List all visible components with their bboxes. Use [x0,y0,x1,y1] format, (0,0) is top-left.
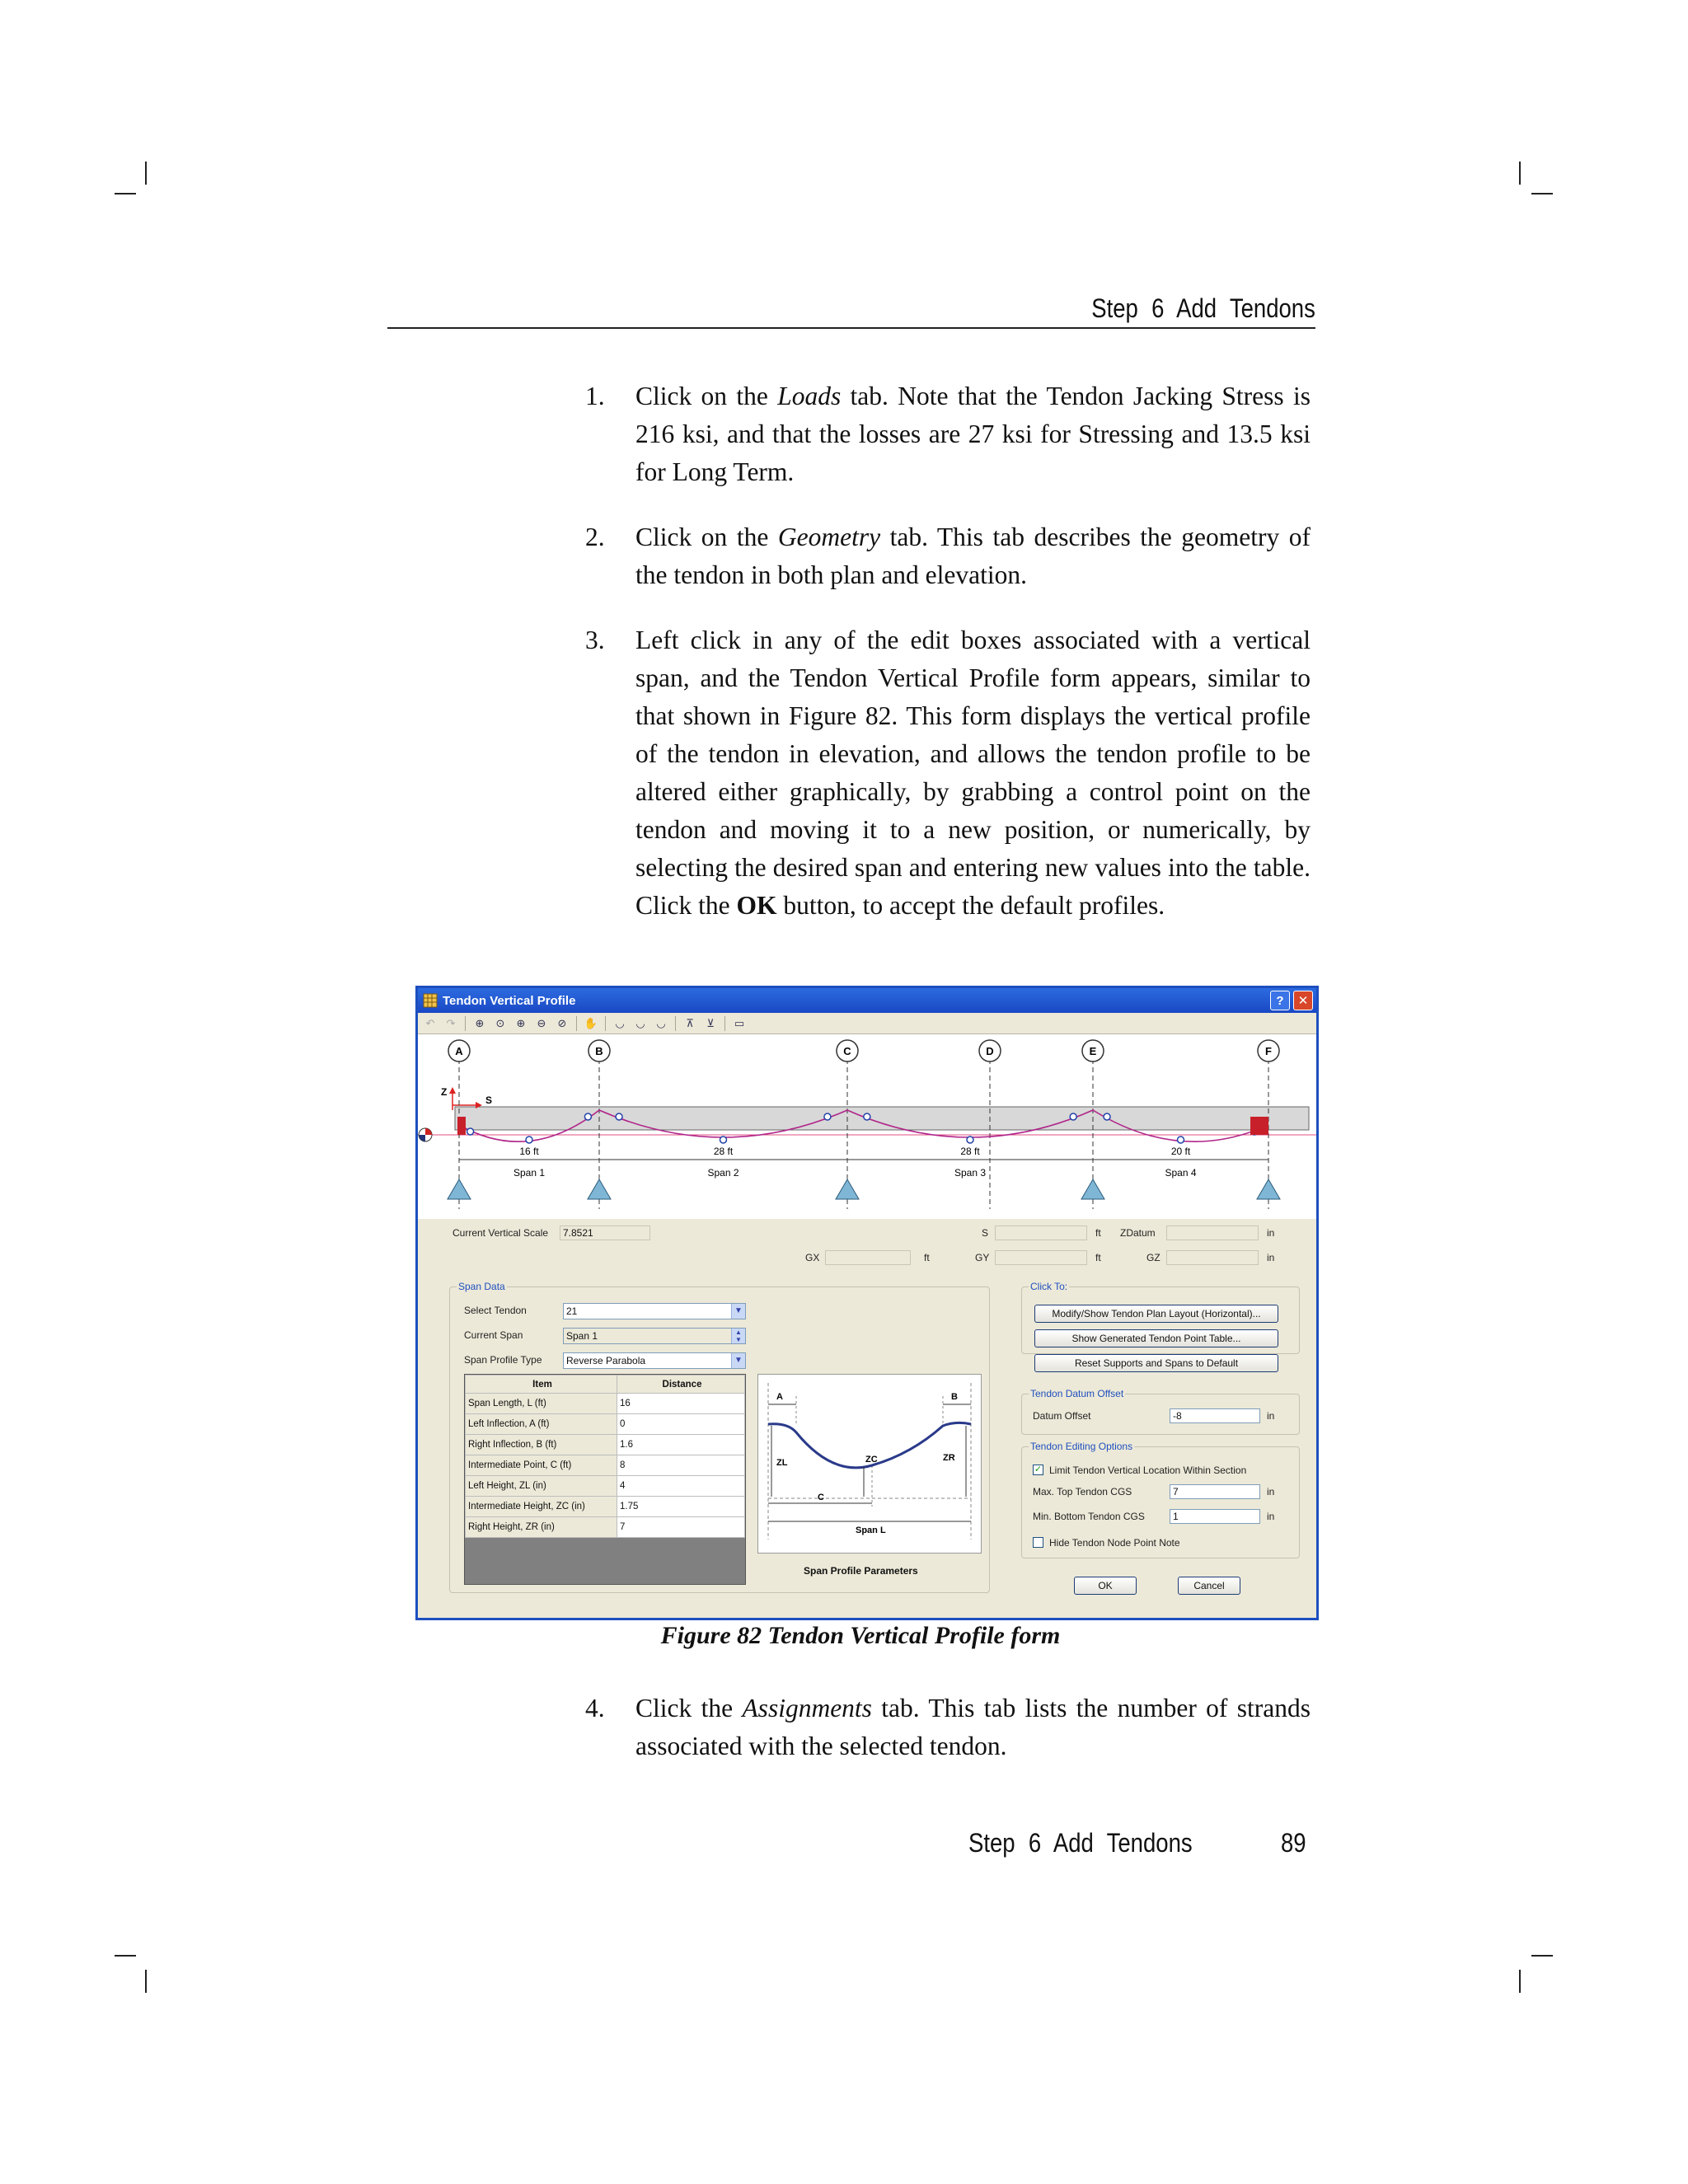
view-option-icon[interactable]: ◡ [635,1016,645,1029]
datum-offset-label: Datum Offset [1033,1410,1091,1422]
min-bottom-cgs-input[interactable]: 1 [1170,1509,1260,1524]
running-footer: Step 6 Add Tendons [968,1828,1193,1858]
hide-node-note-checkbox[interactable] [1033,1537,1043,1548]
max-top-cgs-unit: in [1267,1486,1275,1497]
grid-label-c: C [843,1045,851,1057]
gy-unit: ft [1095,1252,1101,1263]
tendon-control-point [584,1113,591,1120]
table-row [466,1455,745,1476]
max-top-cgs-label: Max. Top Tendon CGS [1033,1486,1132,1497]
tendon-control-point [1070,1113,1076,1120]
page-number: 89 [1281,1828,1306,1858]
grid-label-d: D [986,1045,994,1057]
max-top-cgs-input[interactable]: 7 [1170,1484,1260,1499]
zdatum-label: ZDatum [1120,1227,1156,1239]
display-options-icon[interactable]: ▭ [734,1016,745,1029]
crop-mark [1531,193,1553,194]
figure-caption: Figure 82 Tendon Vertical Profile form [660,1622,1061,1649]
distance-cell[interactable]: 1.75 [617,1497,745,1517]
header-rule [387,327,1315,329]
column-header-item: Item [466,1376,617,1394]
label-b: B [951,1392,958,1402]
vertical-scale-label: Current Vertical Scale [452,1227,549,1239]
view-option-icon[interactable]: ◡ [615,1016,625,1029]
gz-field [1166,1250,1259,1265]
support-icon [588,1179,611,1199]
tab-name-geometry: Geometry [777,523,881,551]
current-span-label: Current Span [464,1329,523,1341]
toolbar-separator [724,1016,725,1031]
diagram-caption: Span Profile Parameters [804,1565,918,1577]
datum-offset-title: Tendon Datum Offset [1030,1388,1124,1399]
dialog-title: Tendon Vertical Profile [443,993,576,1008]
tendon-vertical-profile-dialog [415,986,1319,1620]
gz-unit: in [1267,1252,1275,1263]
profile-type-combo[interactable] [563,1352,746,1369]
slab-section [455,1107,1309,1130]
step-text: Left click in any of the edit boxes associated with a vertical span, and the Tendon Vertical Profile form appears, similar to that shown in Figure 82. This form displays the vertical profile of the tendon in elevation, and allows the tendon profile to be altered either graphically, by grabbing a control point on the tendon and moving it to a new position, or numerically, by selecting the desired span and entering new values into the table. Click the [635,626,1311,920]
support-icon [448,1179,471,1199]
span-parameter-table [464,1374,746,1585]
zdatum-field [1166,1226,1259,1240]
item-cell: Span Length, L (ft) [466,1394,617,1414]
grid-label-f: F [1265,1045,1272,1057]
instruction-list-continued [585,1690,1311,1765]
distance-cell[interactable]: 4 [617,1476,745,1497]
step-2 [585,518,1311,594]
ok-keyword: OK [736,891,777,920]
step-4 [585,1690,1311,1765]
step-number: 4. [585,1694,605,1722]
table-row [466,1435,745,1455]
ok-button[interactable]: OK [1074,1577,1137,1595]
toolbar-separator [576,1016,577,1031]
modify-plan-layout-button[interactable]: Modify/Show Tendon Plan Layout (Horizontal)... [1034,1305,1278,1323]
vertical-scale-field: 7.8521 [560,1226,650,1240]
grid-label-e: E [1089,1045,1097,1057]
gz-label: GZ [1146,1252,1160,1263]
tendon-control-point [1178,1137,1184,1143]
toolbar-separator [605,1016,606,1031]
zoom-previous-icon[interactable]: ⊘ [557,1016,567,1029]
instruction-list [585,377,1311,925]
span-name-label: Span 2 [707,1167,739,1179]
item-cell: Intermediate Height, ZC (in) [466,1497,617,1517]
distance-cell[interactable]: 0 [617,1414,745,1435]
label-span-l: Span L [856,1526,886,1535]
axis-z-label: Z [441,1086,448,1098]
show-point-table-button[interactable]: Show Generated Tendon Point Table... [1034,1329,1278,1347]
support-icon [1081,1179,1104,1199]
toolbar-separator [675,1016,676,1031]
item-cell: Right Height, ZR (in) [466,1517,617,1538]
toolbar [418,1013,1316,1034]
step-1 [585,377,1311,491]
distance-cell[interactable]: 7 [617,1517,745,1538]
step-text: tab. Note that the Tendon Jacking Stress is 216 ksi, and that the losses are 27 ksi for Stressing and 13.5 ksi for Long Term. [635,382,1311,486]
spin-arrows-icon[interactable]: ▲ ▼ [731,1329,745,1343]
step-3 [585,621,1311,925]
current-span-spinner[interactable] [563,1328,746,1344]
step-text: tab. This tab lists the number of strands associated with the selected tendon. [635,1694,1311,1760]
crop-mark [115,1955,136,1957]
label-c: C [818,1493,824,1502]
tendon-control-point [616,1113,622,1120]
tendon-control-point [526,1137,532,1143]
crop-mark [145,1970,147,1993]
click-to-title: Click To: [1030,1281,1068,1292]
grid-app-icon [423,993,438,1008]
running-head: Step 6 Add Tendons [1091,293,1315,323]
tendon-elevation-canvas[interactable] [418,1034,1316,1219]
undo-icon[interactable]: ↶ [425,1016,435,1029]
distance-cell[interactable]: 8 [617,1455,745,1476]
s-label: S [982,1227,989,1239]
span-name-label: Span 1 [513,1167,546,1179]
table-row [466,1394,745,1414]
step-number: 3. [585,626,605,654]
step-text: Click on the [635,523,778,551]
item-cell: Left Inflection, A (ft) [466,1414,617,1435]
crop-mark [145,162,147,185]
tab-name-assignments: Assignments [742,1694,872,1722]
toolbar-separator [465,1016,466,1031]
s-field [995,1226,1087,1240]
cancel-button[interactable]: Cancel [1178,1577,1240,1595]
min-bottom-cgs-unit: in [1267,1511,1275,1522]
crop-mark [1519,1970,1521,1993]
zdatum-unit: in [1267,1227,1275,1239]
current-span-value: Span 1 [566,1330,598,1342]
zoom-fit-icon[interactable]: ⊙ [495,1016,505,1029]
close-button[interactable]: ✕ [1293,991,1313,1010]
tendon-control-point [720,1137,727,1143]
support-icon [836,1179,859,1199]
tab-name-loads: Loads [777,382,842,410]
distance-cell[interactable]: 16 [617,1394,745,1414]
grid-label-a: A [455,1045,463,1057]
view-option-icon[interactable]: ◡ [656,1016,666,1029]
tendon-control-point [824,1113,831,1120]
datum-offset-input[interactable]: -8 [1170,1408,1260,1423]
datum-icon [419,1128,432,1141]
span-length-label: 20 ft [1170,1146,1191,1157]
span-profile-diagram [757,1374,982,1554]
add-support-icon[interactable]: ⊼ [686,1016,694,1029]
span-name-label: Span 3 [954,1167,987,1179]
step-number: 1. [585,382,605,410]
delete-support-icon[interactable]: ⊻ [706,1016,715,1029]
grid-label-b: B [595,1045,603,1057]
gx-label: GX [805,1252,820,1263]
table-row [466,1517,745,1538]
gx-unit: ft [924,1252,930,1263]
min-bottom-cgs-label: Min. Bottom Tendon CGS [1033,1511,1145,1522]
limit-location-label: Limit Tendon Vertical Location Within Section [1049,1465,1247,1476]
s-unit: ft [1095,1227,1101,1239]
profile-type-label: Span Profile Type [464,1354,542,1366]
zoom-in-icon[interactable]: ⊕ [516,1016,526,1029]
chevron-down-icon[interactable]: ▼ [731,1353,745,1368]
step-number: 2. [585,523,605,551]
pan-icon[interactable]: ✋ [584,1016,598,1029]
span-length-label: 28 ft [713,1146,734,1157]
limit-location-checkbox[interactable]: ✓ [1034,1465,1043,1474]
item-cell: Left Height, ZL (in) [466,1476,617,1497]
span-data-title: Span Data [458,1281,505,1292]
distance-cell[interactable]: 1.6 [617,1435,745,1455]
table-header-row [466,1376,745,1394]
profile-type-value: Reverse Parabola [566,1355,646,1366]
hide-node-note-label: Hide Tendon Node Point Note [1049,1537,1180,1549]
select-tendon-value: 21 [566,1305,578,1317]
reset-supports-button[interactable]: Reset Supports and Spans to Default [1034,1354,1278,1372]
zoom-out-icon[interactable]: ⊖ [537,1016,546,1029]
table-row [466,1414,745,1435]
select-tendon-label: Select Tendon [464,1305,527,1316]
step-text: tab. This tab describes the geometry of the tendon in both plan and elevation. [635,523,1311,589]
item-cell: Intermediate Point, C (ft) [466,1455,617,1476]
crop-mark [115,193,136,194]
select-tendon-combo[interactable] [563,1303,746,1319]
crop-mark [1531,1955,1553,1957]
chevron-down-icon[interactable]: ▼ [731,1304,745,1319]
support-icon [1257,1179,1280,1199]
redo-icon[interactable]: ↷ [446,1016,456,1029]
item-cell: Right Inflection, B (ft) [466,1435,617,1455]
gy-label: GY [975,1252,990,1263]
table-row [466,1497,745,1517]
tendon-control-point [467,1128,474,1135]
tendon-anchor-left [457,1117,466,1135]
step-text: Click the [635,1694,743,1722]
label-zr: ZR [943,1453,955,1463]
dialog-titlebar [418,988,1316,1013]
tendon-anchor-right [1250,1117,1268,1135]
label-zc: ZC [865,1455,878,1465]
axis-s-label: S [485,1094,493,1106]
span-length-label: 16 ft [519,1146,539,1157]
label-zl: ZL [776,1458,788,1468]
datum-offset-unit: in [1267,1410,1275,1422]
help-button[interactable]: ? [1270,991,1290,1010]
span-name-label: Span 4 [1165,1167,1197,1179]
gx-field [825,1250,911,1265]
zoom-window-icon[interactable]: ⊕ [475,1016,485,1029]
editing-options-title: Tendon Editing Options [1030,1441,1133,1452]
step-text: Click on the [635,382,778,410]
label-a: A [776,1392,783,1402]
tendon-control-point [864,1113,870,1120]
step-text: button, to accept the default profiles. [776,891,1165,920]
tendon-control-point [1104,1113,1110,1120]
span-length-label: 28 ft [960,1146,980,1157]
gy-field [995,1250,1087,1265]
column-header-distance: Distance [617,1376,745,1394]
tendon-control-point [967,1137,973,1143]
table-row [466,1476,745,1497]
crop-mark [1519,162,1521,185]
